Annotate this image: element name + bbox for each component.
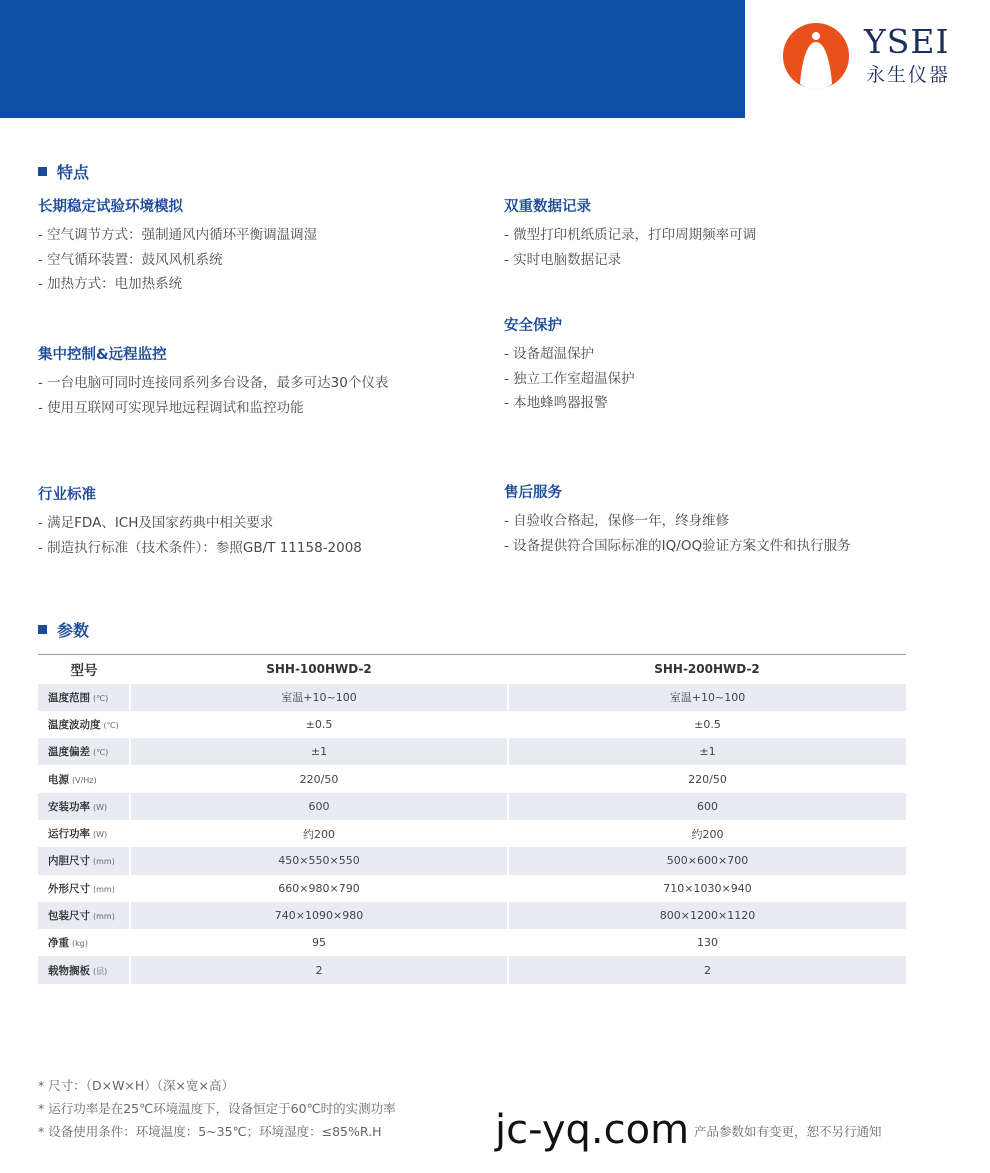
header-model-2: SHH-200HWD-2 [508, 655, 906, 684]
feature-title: 安全保护 [504, 318, 562, 334]
table-row [38, 956, 906, 983]
feature-item: - 微型打印机纸质记录，打印周期频率可调 [504, 227, 757, 243]
row-label-unit: (℃) [93, 693, 109, 703]
feature-item: - 设备提供符合国际标准的IQ/OQ验证方案文件和执行服务 [504, 537, 851, 554]
cell-model-1: 2 [130, 956, 508, 983]
cell-model-1: 室温+10~100 [130, 684, 508, 711]
row-label [38, 765, 130, 792]
website-watermark: jc-yq.com [495, 1107, 690, 1153]
params-heading: 参数 [38, 618, 89, 641]
row-label-unit: (mm) [93, 857, 115, 867]
table-row [38, 929, 906, 956]
table-row [38, 847, 906, 874]
row-label-unit: (mm) [93, 912, 115, 922]
row-label-text: 电源 [48, 773, 69, 786]
feature-item: - 本地蜂鸣器报警 [504, 395, 608, 411]
row-label [38, 847, 130, 874]
footnotes [38, 1074, 396, 1143]
row-label-text: 温度波动度 [48, 718, 101, 731]
footnote: * 设备使用条件：环境温度：5~35℃；环境湿度：≤85%R.H [38, 1124, 382, 1139]
feature-item: - 实时电脑数据记录 [504, 251, 622, 268]
row-label [38, 711, 130, 738]
row-label-unit: (℃) [103, 720, 119, 730]
feature-block-after-sales [504, 483, 851, 558]
header-model-label: 型号 [38, 655, 130, 684]
feature-title: 集中控制&远程监控 [38, 347, 167, 363]
cell-model-1: ±1 [130, 738, 508, 765]
row-label [38, 956, 130, 983]
table-row [38, 684, 906, 711]
row-label-text: 运行功率 [48, 828, 90, 841]
cell-model-2: 室温+10~100 [508, 684, 906, 711]
row-label [38, 684, 130, 711]
cell-model-2: ±1 [508, 738, 906, 765]
feature-item: - 空气调节方式：强制通风内循环平衡调温调湿 [38, 227, 318, 243]
feature-item: - 制造执行标准（技术条件）：参照GB/T 11158-2008 [38, 539, 362, 556]
cell-model-1: ±0.5 [130, 711, 508, 738]
row-label-text: 温度范围 [48, 691, 90, 704]
header-model-1: SHH-100HWD-2 [130, 655, 508, 684]
cell-model-1: 95 [130, 929, 508, 956]
feature-title: 长期稳定试验环境模拟 [38, 199, 183, 215]
feature-block-data-record [504, 197, 756, 272]
cell-model-2: 220/50 [508, 765, 906, 792]
feature-item: - 一台电脑可同时连接同系列多台设备，最多可达30个仪表 [38, 375, 389, 391]
change-notice: 产品参数如有变更，恕不另行通知 [694, 1124, 882, 1139]
row-label-unit: (W) [93, 830, 108, 840]
table-row [38, 902, 906, 929]
cell-model-2: 130 [508, 929, 906, 956]
feature-item: - 使用互联网可实现异地远程调试和监控功能 [38, 399, 304, 416]
feature-title: 售后服务 [504, 485, 562, 501]
cell-model-2: 800×1200×1120 [508, 902, 906, 929]
cell-model-1: 740×1090×980 [130, 902, 508, 929]
cell-model-2: 500×600×700 [508, 847, 906, 874]
feature-title: 双重数据记录 [504, 199, 591, 215]
row-label-text: 安装功率 [48, 800, 90, 813]
feature-item: - 自验收合格起，保修一年，终身维修 [504, 513, 730, 529]
row-label [38, 929, 130, 956]
feature-item: - 加热方式：电加热系统 [38, 276, 183, 292]
row-label-text: 温度偏差 [48, 746, 90, 759]
row-label-unit: (V/Hz) [72, 775, 97, 785]
spec-table [38, 654, 906, 984]
feature-title: 行业标准 [38, 487, 96, 503]
feature-block-remote-control [38, 345, 388, 420]
cell-model-2: ±0.5 [508, 711, 906, 738]
row-label-text: 载物搁板 [48, 964, 90, 977]
table-row [38, 875, 906, 902]
row-label-text: 包装尺寸 [48, 910, 90, 923]
cell-model-2: 约200 [508, 820, 906, 847]
cell-model-2: 2 [508, 956, 906, 983]
footnote: * 运行功率是在25℃环境温度下，设备恒定于60℃时的实测功率 [38, 1101, 396, 1116]
table-row [38, 820, 906, 847]
table-row [38, 793, 906, 820]
feature-block-environment [38, 197, 317, 297]
row-label-text: 净重 [48, 937, 69, 950]
row-label [38, 738, 130, 765]
cell-model-1: 600 [130, 793, 508, 820]
brand-name-en: YSEI [864, 22, 950, 61]
feature-item: - 独立工作室超温保护 [504, 370, 635, 387]
cell-model-1: 约200 [130, 820, 508, 847]
row-label [38, 902, 130, 929]
cell-model-2: 710×1030×940 [508, 875, 906, 902]
row-label-unit: (层) [93, 966, 108, 976]
table-header-row [38, 655, 906, 684]
heading-bullet-icon [38, 167, 47, 176]
feature-block-standards [38, 485, 362, 560]
row-label-text: 外形尺寸 [48, 882, 90, 895]
table-row [38, 765, 906, 792]
cell-model-1: 660×980×790 [130, 875, 508, 902]
row-label-unit: (℃) [93, 748, 109, 758]
row-label-unit: (kg) [72, 939, 88, 949]
row-label [38, 875, 130, 902]
row-label-unit: (mm) [93, 884, 115, 894]
header-banner [0, 0, 745, 118]
feature-item: - 设备超温保护 [504, 346, 595, 362]
table-row [38, 711, 906, 738]
row-label-unit: (W) [93, 802, 108, 812]
feature-block-safety [504, 316, 635, 416]
footnote: * 尺寸：（D×W×H）（深×宽×高） [38, 1078, 235, 1093]
row-label [38, 820, 130, 847]
cell-model-2: 600 [508, 793, 906, 820]
feature-item: - 空气循环装置：鼓风风机系统 [38, 251, 223, 268]
cell-model-1: 450×550×550 [130, 847, 508, 874]
brand-name-cn: 永生仪器 [866, 64, 951, 86]
feature-item: - 满足FDA、ICH及国家药典中相关要求 [38, 515, 274, 531]
features-heading: 特点 [38, 160, 89, 183]
row-label-text: 内胆尺寸 [48, 855, 90, 868]
table-row [38, 738, 906, 765]
heading-bullet-icon [38, 625, 47, 634]
cell-model-1: 220/50 [130, 765, 508, 792]
row-label [38, 793, 130, 820]
ysei-logo-icon [782, 22, 850, 90]
brand-logo [782, 22, 962, 94]
